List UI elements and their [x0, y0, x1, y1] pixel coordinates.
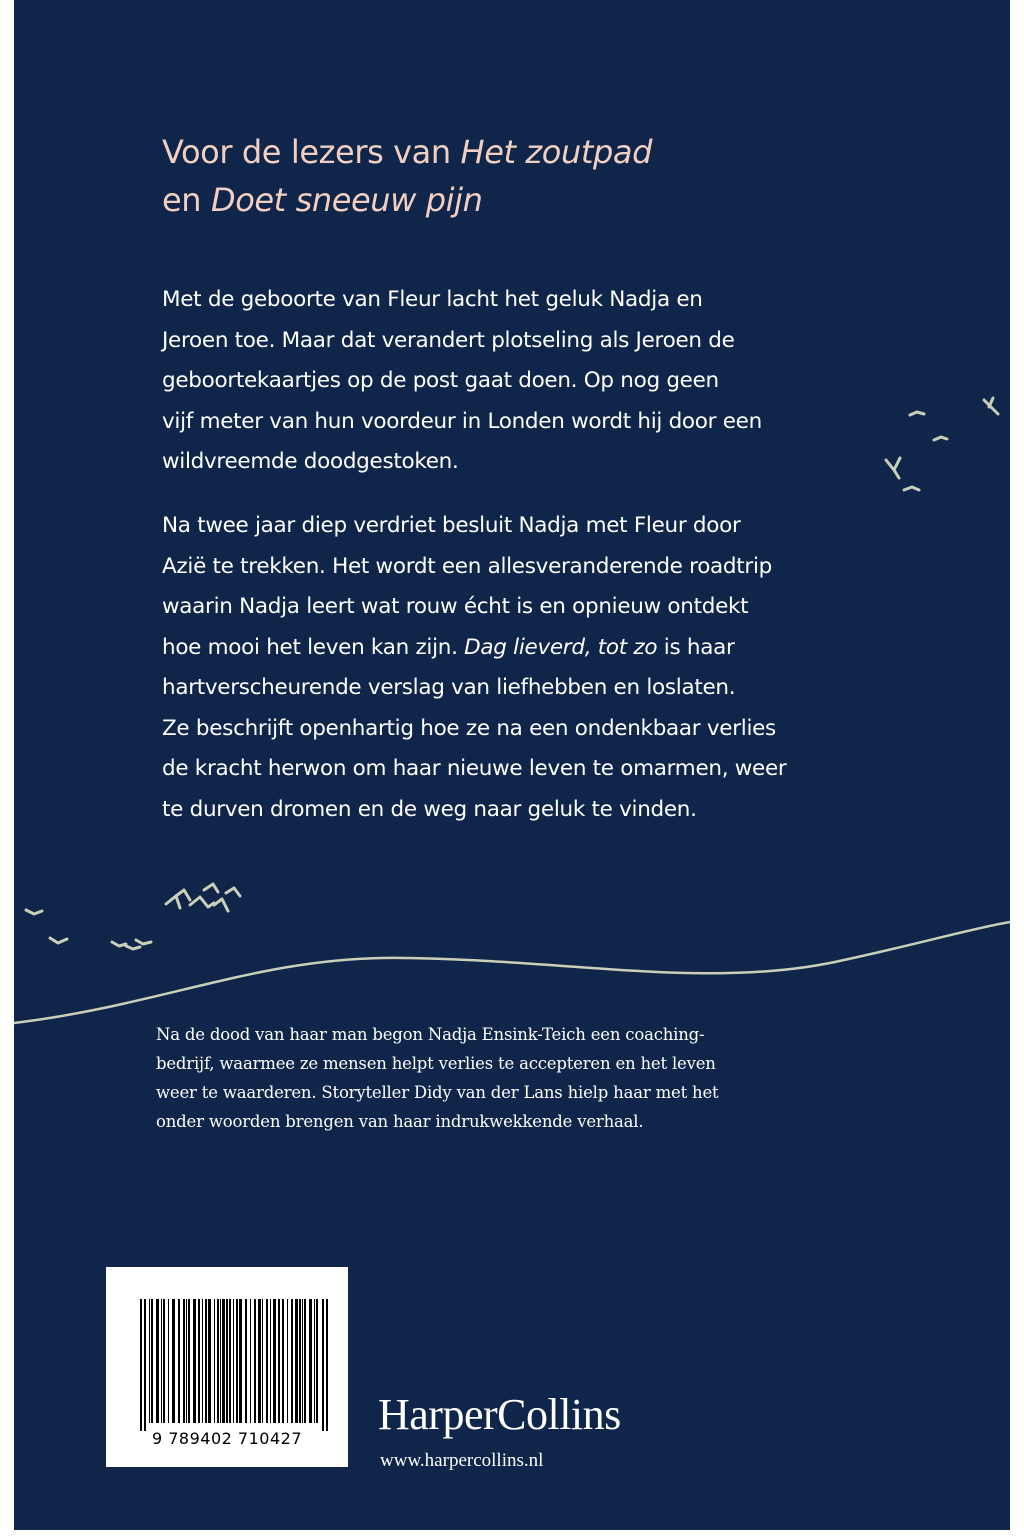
- book-title: Dag lieverd, tot zo: [464, 634, 658, 660]
- headline: [162, 128, 862, 224]
- barcode-bar: [205, 1299, 207, 1423]
- barcode-bar: [270, 1299, 271, 1423]
- headline-prefix-2: en: [162, 181, 211, 219]
- barcode-bar: [208, 1299, 211, 1423]
- barcode-bar: [229, 1299, 231, 1423]
- barcode-bar: [282, 1299, 284, 1423]
- barcode-bar: [245, 1299, 247, 1423]
- barcode-bar: [149, 1299, 150, 1423]
- barcode-bar: [291, 1299, 293, 1423]
- blurb-line: Ze beschrijft openhartig hoe ze na een ondenkbaar verlies: [162, 715, 776, 741]
- barcode-bar: [239, 1299, 242, 1423]
- barcode-bar: [168, 1299, 169, 1423]
- barcode-bar: [222, 1299, 225, 1423]
- barcode-bar: [214, 1299, 215, 1423]
- barcode-bar: [316, 1299, 318, 1423]
- barcode-bar: [220, 1299, 221, 1423]
- barcode-bar: [198, 1299, 200, 1423]
- barcode-bar: [193, 1299, 196, 1423]
- blurb-line: de kracht herwon om haar nieuwe leven te omarmen, weer: [162, 756, 787, 781]
- bio-line: onder woorden brengen van haar indrukwekkende verhaal.: [156, 1112, 644, 1131]
- blurb-line: Jeroen toe. Maar dat verandert plotseling als Jeroen de: [162, 327, 735, 353]
- wave-line-icon: [14, 922, 1010, 1023]
- barcode-bar: [273, 1299, 276, 1423]
- barcode-bar: [326, 1299, 328, 1431]
- blurb-text: hoe mooi het leven kan zijn.: [162, 634, 465, 660]
- barcode-bar: [226, 1299, 228, 1423]
- barcode-bar: [178, 1299, 180, 1423]
- barcode-bar: [186, 1299, 187, 1423]
- barcode-bar: [151, 1299, 153, 1423]
- barcode-number: 9 789402 710427: [151, 1429, 302, 1448]
- barcode-bar: [144, 1299, 146, 1431]
- barcode-bar: [183, 1299, 185, 1423]
- bio-line: bedrijf, waarmee ze mensen helpt verlies te accepteren en het leven: [156, 1054, 716, 1073]
- back-cover: [14, 0, 1010, 1530]
- blurb-line: waarin Nadja leert wat rouw écht is en opnieuw ontdekt: [162, 594, 749, 619]
- barcode-bar: [233, 1299, 234, 1423]
- headline-title-1: Het zoutpad: [460, 133, 653, 171]
- barcode: [106, 1267, 348, 1467]
- blurb-text: is haar: [657, 634, 735, 660]
- barcode-bar: [314, 1299, 315, 1423]
- publisher-website: www.harpercollins.nl: [380, 1450, 544, 1471]
- barcode-bar: [217, 1299, 219, 1423]
- barcode-bar: [287, 1299, 288, 1423]
- barcode-bar: [295, 1299, 298, 1423]
- barcode-bar: [299, 1299, 301, 1423]
- barcode-bar: [156, 1299, 159, 1423]
- blurb-line: geboortekaartjes op de post gaat doen. Op nog geen: [162, 368, 719, 393]
- barcode-bar: [172, 1299, 175, 1423]
- blurb-line: Na twee jaar diep verdriet besluit Nadja met Fleur door: [162, 513, 741, 538]
- barcode-bar: [302, 1299, 303, 1423]
- blurb-line: Met de geboorte van Fleur lacht het geluk Nadja en: [162, 287, 703, 312]
- bio-line: Na de dood van haar man begon Nadja Ensink-Teich een coaching-: [156, 1025, 705, 1044]
- blurb-paragraph-1: [162, 280, 862, 483]
- barcode-bar: [254, 1299, 256, 1423]
- barcode-bar: [266, 1299, 268, 1423]
- blurb-line-with-title: [162, 628, 862, 669]
- author-bio: [156, 1020, 876, 1136]
- blurb-line: hartverscheurende verslag van liefhebben en loslaten.: [162, 675, 736, 700]
- bio-line: weer te waarderen. Storyteller Didy van der Lans hielp haar met het: [156, 1083, 719, 1102]
- blurb-line: te durven dromen en de weg naar geluk te vinden.: [162, 796, 697, 822]
- barcode-bar: [236, 1299, 238, 1423]
- barcode-bar: [309, 1299, 312, 1423]
- barcode-bar: [188, 1299, 190, 1423]
- barcode-bar: [322, 1299, 324, 1431]
- barcode-bar: [202, 1299, 203, 1423]
- blurb-line: wildvreemde doodgestoken.: [162, 449, 459, 474]
- barcode-bar: [278, 1299, 280, 1423]
- barcode-bar: [163, 1299, 165, 1423]
- barcode-bar: [250, 1299, 251, 1423]
- barcode-bar: [304, 1299, 306, 1423]
- blurb-line: vijf meter van hun voordeur in Londen wordt hij door een: [162, 408, 762, 434]
- barcode-bar: [262, 1299, 263, 1423]
- headline-title-2: Doet sneeuw pijn: [210, 181, 483, 219]
- headline-prefix-1: Voor de lezers van: [162, 133, 461, 171]
- blurb-paragraph-2: [162, 506, 862, 830]
- barcode-bar: [161, 1299, 162, 1423]
- barcode-bar: [140, 1299, 142, 1431]
- publisher-logo: HarperCollins: [378, 1390, 621, 1439]
- barcode-bar: [258, 1299, 261, 1423]
- blurb-line: Azië te trekken. Het wordt een allesveranderende roadtrip: [162, 553, 772, 579]
